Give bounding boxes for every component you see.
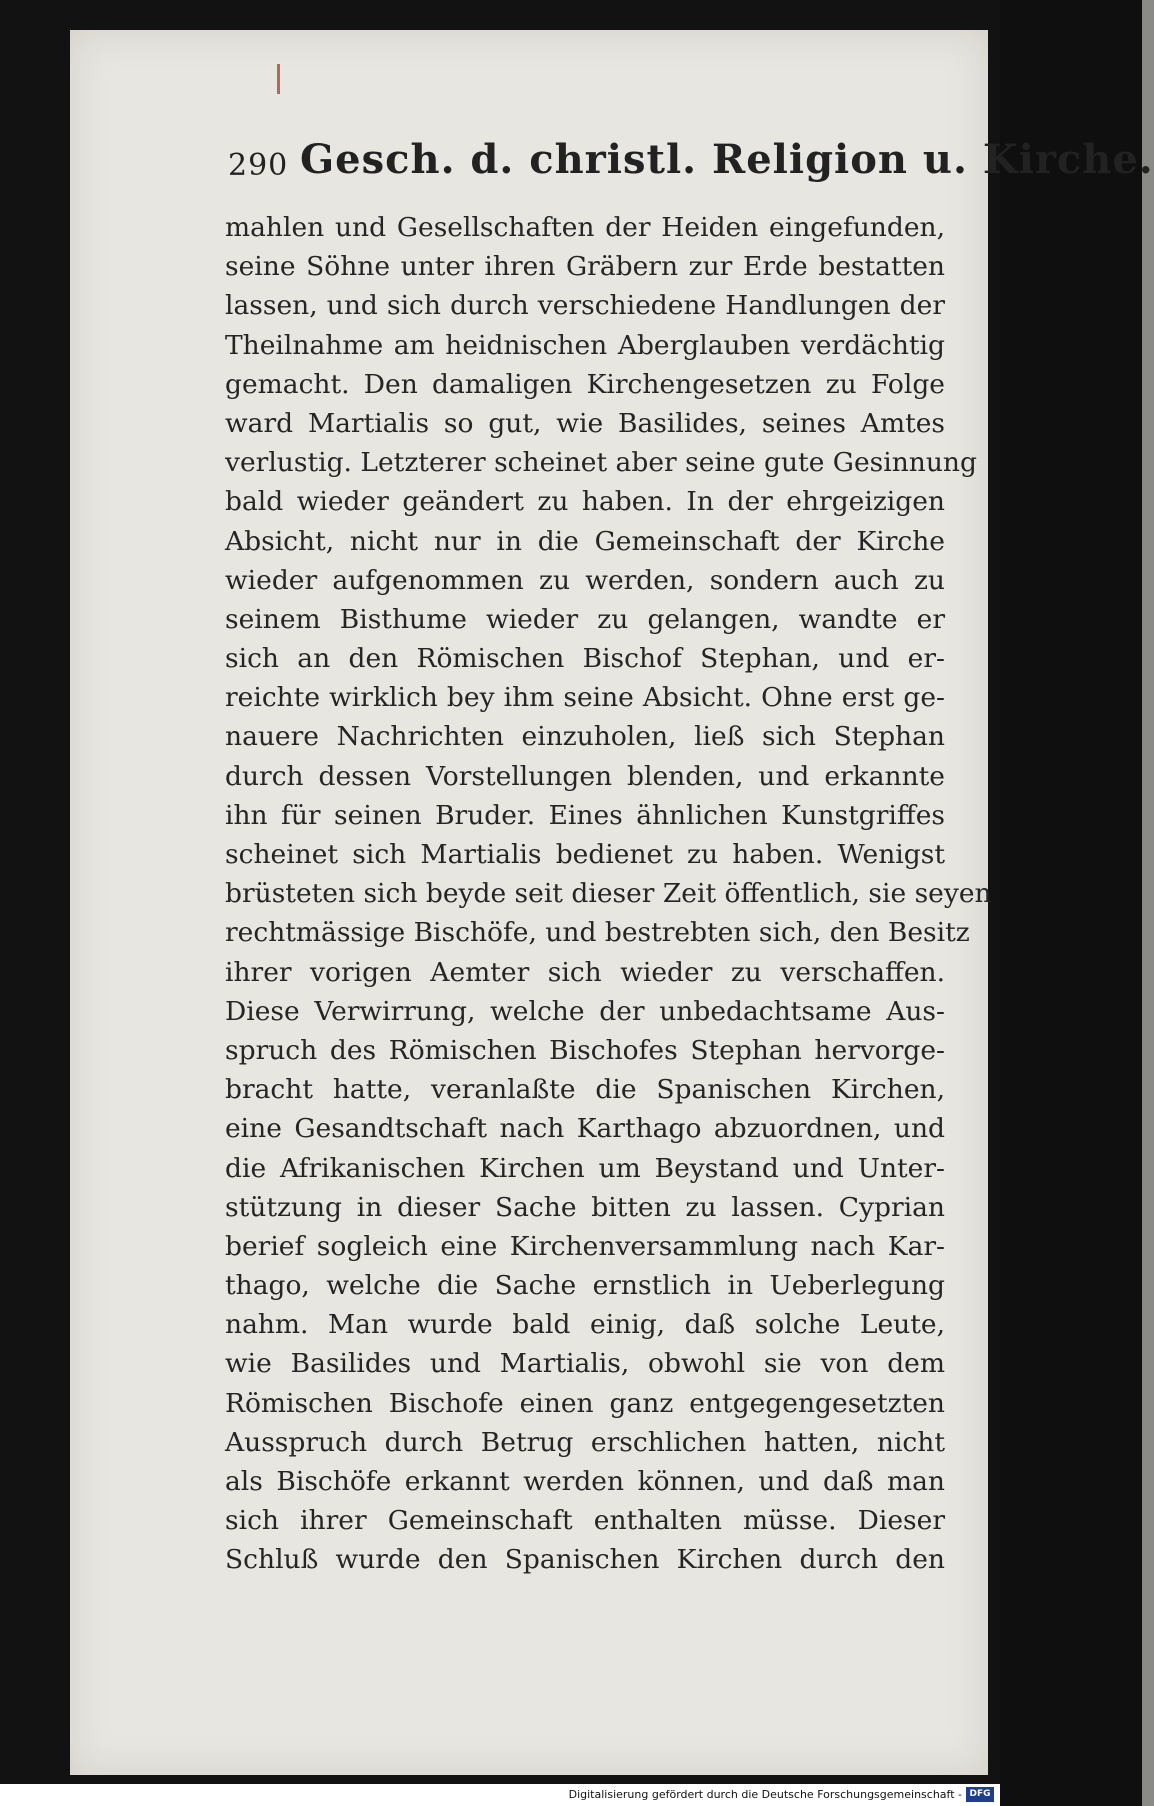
text-line: die Afrikanischen Kirchen um Beystand und Unter- — [225, 1152, 945, 1184]
text-line: Theilnahme am heidnischen Aberglauben verdächtig — [225, 329, 945, 361]
text-line: brüsteten sich beyde seit dieser Zeit öffentlich, sie seyen — [225, 878, 992, 910]
text-line: durch dessen Vorstellungen blenden, und erkannte — [225, 760, 945, 792]
page-edge — [1142, 0, 1154, 1806]
text-line: Schluß wurde den Spanischen Kirchen durch den — [225, 1544, 945, 1576]
page-header — [228, 130, 1154, 192]
dfg-logo: DFG — [966, 1787, 994, 1802]
page-number: 290 — [228, 148, 289, 183]
text-line: berief sogleich eine Kirchenversammlung nach Kar- — [225, 1230, 945, 1262]
text-line: sich ihrer Gemeinschaft enthalten müsse. Dieser — [225, 1505, 945, 1537]
text-line: rechtmässige Bischöfe, und bestrebten sich, den Besitz — [225, 917, 970, 949]
text-line: mahlen und Gesellschaften der Heiden eingefunden, — [225, 212, 945, 243]
text-line: stützung in dieser Sache bitten zu lassen. Cyprian — [225, 1191, 945, 1223]
text-line: ihn für seinen Bruder. Eines ähnlichen Kunstgriffes — [225, 799, 945, 831]
text-line: als Bischöfe erkannt werden können, und daß man — [225, 1466, 945, 1497]
text-line: nauere Nachrichten einzuholen, ließ sich Stephan — [225, 721, 945, 753]
digitization-footer — [0, 1784, 1000, 1806]
text-line: nahm. Man wurde bald einig, daß solche Leute, — [225, 1309, 945, 1341]
text-line: scheinet sich Martialis bedienet zu haben. Wenigst — [225, 839, 945, 870]
text-line: bald wieder geändert zu haben. In der ehrgeizigen — [225, 486, 945, 518]
text-line: Absicht, nicht nur in die Gemeinschaft der Kirche — [225, 525, 945, 557]
digitization-note: Digitalisierung gefördert durch die Deutsche Forschungsgemeinschaft - — [568, 1788, 962, 1801]
text-line: sich an den Römischen Bischof Stephan, und er- — [225, 643, 945, 675]
text-line: wieder aufgenommen zu werden, sondern auch zu — [225, 564, 945, 596]
text-line: ihrer vorigen Aemter sich wieder zu verschaffen. — [225, 956, 945, 988]
text-line: Römischen Bischofe einen ganz entgegengesetzten — [225, 1387, 945, 1419]
text-line: reichte wirklich bey ihm seine Absicht. Ohne erst ge- — [225, 682, 945, 714]
text-line: Ausspruch durch Betrug erschlichen hatten, nicht — [225, 1426, 945, 1458]
text-line: bracht hatte, veranlaßte die Spanischen Kirchen, — [225, 1074, 945, 1106]
body-text — [225, 208, 992, 1580]
text-line: spruch des Römischen Bischofes Stephan hervorge- — [225, 1034, 945, 1066]
text-line: verlustig. Letzterer scheinet aber seine gute Gesinnung — [225, 447, 977, 479]
text-line: lassen, und sich durch verschiedene Handlungen der — [225, 290, 945, 322]
text-line: seinem Bisthume wieder zu gelangen, wandte er — [225, 603, 945, 635]
text-line: ward Martialis so gut, wie Basilides, seines Amtes — [225, 407, 945, 439]
text-line: gemacht. Den damaligen Kirchengesetzen zu Folge — [225, 368, 945, 400]
ink-mark — [277, 64, 280, 94]
text-line: Diese Verwirrung, welche der unbedachtsame Aus- — [225, 995, 945, 1027]
text-line: eine Gesandtschaft nach Karthago abzuordnen, und — [225, 1113, 945, 1145]
text-line: thago, welche die Sache ernstlich in Ueberlegung — [225, 1270, 945, 1302]
running-head: Gesch. d. christl. Religion u. Kirche. — [300, 136, 1154, 183]
text-line: wie Basilides und Martialis, obwohl sie von dem — [225, 1348, 945, 1380]
text-line: seine Söhne unter ihren Gräbern zur Erde bestatten — [225, 251, 945, 283]
